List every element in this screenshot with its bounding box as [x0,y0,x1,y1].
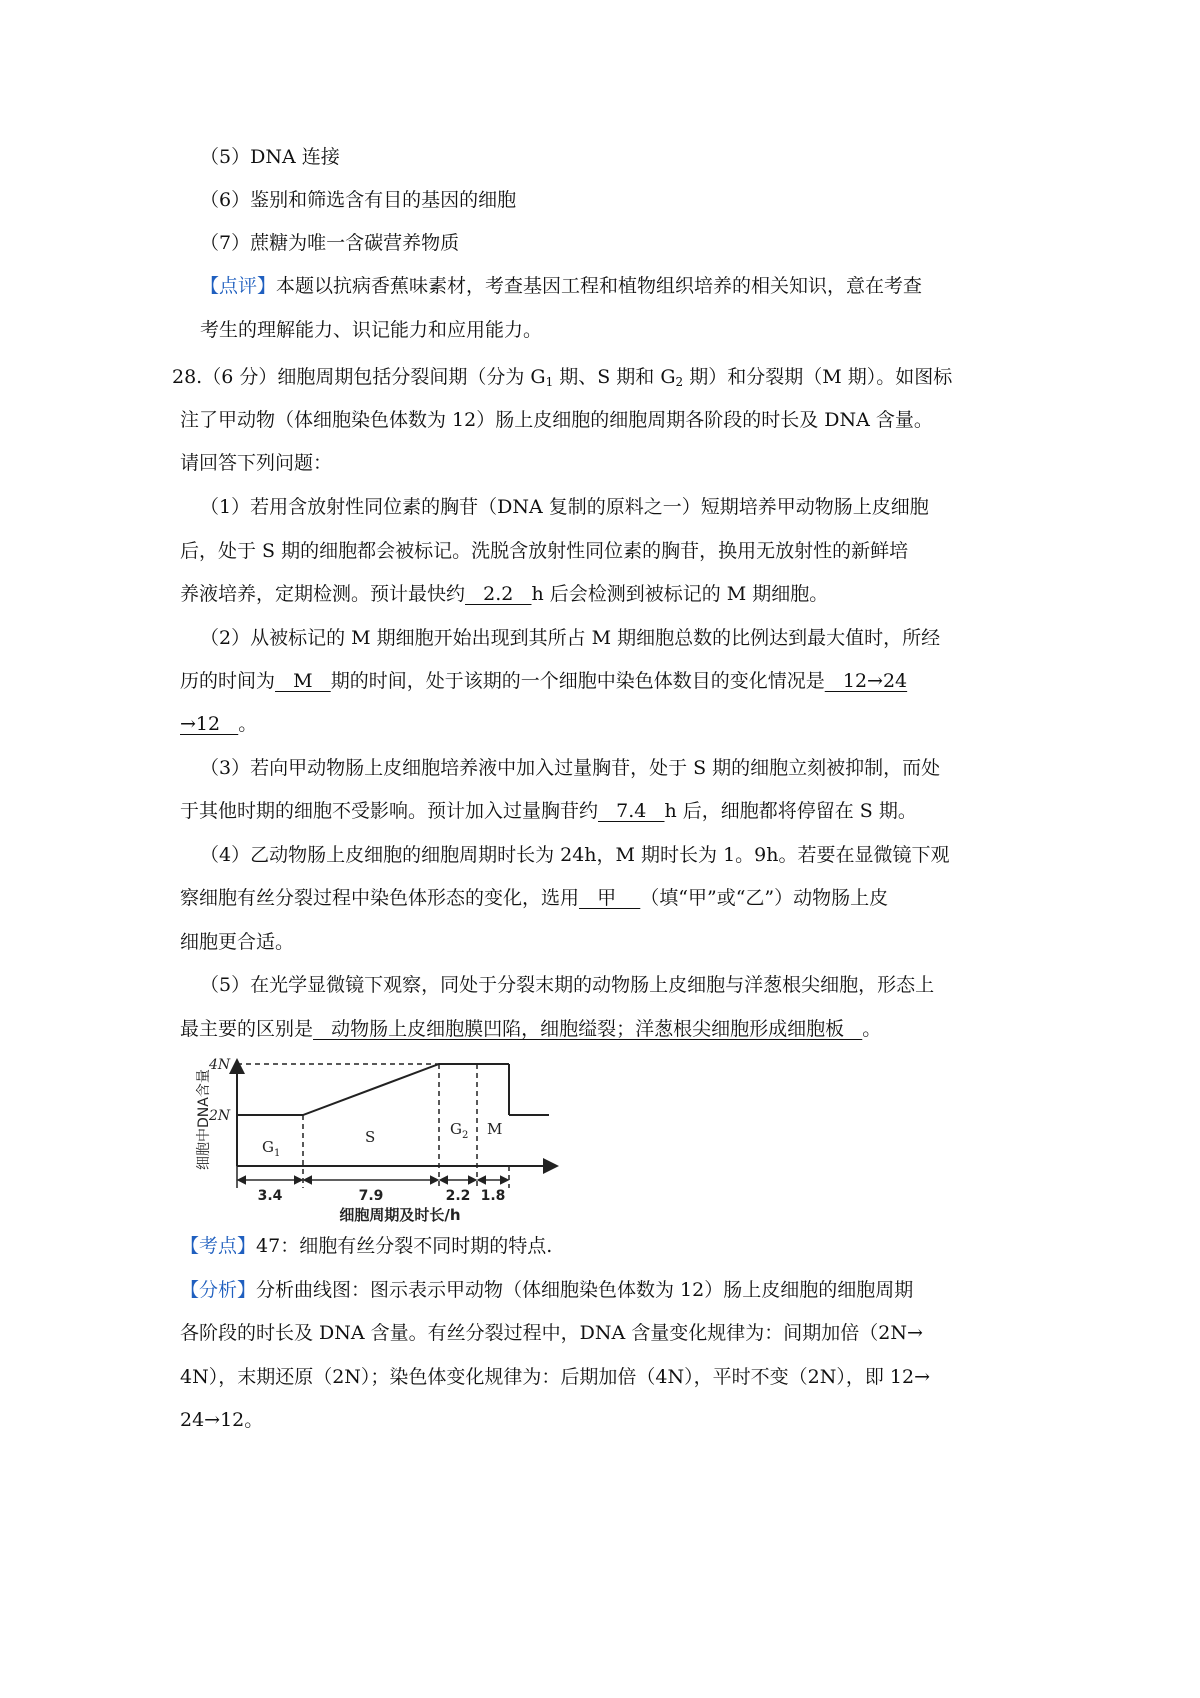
part2-text-b: 期的时间，处于该期的一个细胞中染色体数目的变化情况是 [330,670,825,692]
question-28-line-3: 请回答下列问题： [180,452,333,474]
part3-text-end: h 后，细胞都将停留在 S 期。 [664,800,917,822]
part1-answer: 2.2 [465,583,532,605]
q28-text-c: 期）和分裂期（M 期）。如图标 [683,366,953,388]
comment-line-2: 考生的理解能力、识记能力和应用能力。 [200,319,543,341]
comment-tag: 【点评】 [200,275,277,297]
part2-answer-2b: →12 [180,713,239,735]
part3-answer: 7.4 [598,800,665,822]
q28-text-b: 期、S 期和 G [553,366,676,388]
kaodian-line [180,1232,552,1260]
fenxi-line-2: 各阶段的时长及 DNA 含量。有丝分裂过程中，DNA 含量变化规律为：间期加倍（2N→ [180,1322,923,1344]
part3-text: 于其他时期的细胞不受影响。预计加入过量胸苷约 [180,800,599,822]
part5-line-1: （5）在光学显微镜下观察，同处于分裂末期的动物肠上皮细胞与洋葱根尖细胞，形态上 [200,974,935,996]
question-28-line-2: 注了甲动物（体细胞染色体数为 12）肠上皮细胞的细胞周期各阶段的时长及 DNA 含量。 [180,409,933,431]
kaodian-tag: 【考点】 [180,1235,257,1257]
kaodian-text: 47：细胞有丝分裂不同时期的特点. [256,1235,553,1257]
duration-label-2: 2.2 [445,1188,471,1204]
part4-text: 察细胞有丝分裂过程中染色体形态的变化，选用 [180,887,580,909]
x-axis-label: 细胞周期及时长/h [339,1206,461,1224]
fenxi-text: 分析曲线图：图示表示甲动物（体细胞染色体数为 12）肠上皮细胞的细胞周期 [256,1279,914,1301]
question-28-line-1 [172,363,952,396]
y-tick-2n: 2N [209,1108,231,1124]
part4-line-3: 细胞更合适。 [180,931,295,953]
comment-text: 本题以抗病香蕉味素材，考查基因工程和植物组织培养的相关知识，意在考查 [276,275,923,297]
comment-line-1 [200,272,922,300]
fenxi-tag: 【分析】 [180,1279,257,1301]
answer-7: （7）蔗糖为唯一含碳营养物质 [200,232,460,254]
answer-5: （5）DNA 连接 [200,146,340,168]
part1-text: 养液培养，定期检测。预计最快约 [180,583,466,605]
phase-label-g1: $G_1$ [262,1138,281,1159]
part5-answer: 动物肠上皮细胞膜凹陷，细胞缢裂；洋葱根尖细胞形成细胞板 [313,1018,863,1040]
part5-line-2 [180,1015,881,1043]
q28-text-a: 28.（6 分）细胞周期包括分裂间期（分为 G [172,366,546,388]
y-axis-label: 细胞中DNA含量 [196,1069,212,1170]
part4-text-end: （填“甲”或“乙”）动物肠上皮 [640,887,889,909]
part4-answer: 甲 [579,887,641,909]
cell-cycle-dna-chart [195,1048,565,1228]
part1-line-1: （1）若用含放射性同位素的胸苷（DNA 复制的原料之一）短期培养甲动物肠上皮细胞 [200,496,929,518]
part5-end: 。 [862,1018,882,1040]
phase-label-m: M [487,1120,503,1138]
part2-answer-2a: 12→24 [824,670,908,692]
part2-line-3 [180,710,257,738]
part2-line-2 [180,667,907,695]
part3-line-1: （3）若向甲动物肠上皮细胞培养液中加入过量胸苷，处于 S 期的细胞立刻被抑制，而处 [200,757,941,779]
part2-line-1: （2）从被标记的 M 期细胞开始出现到其所占 M 期细胞总数的比例达到最大值时，所经 [200,627,941,649]
part4-line-1: （4）乙动物肠上皮细胞的细胞周期时长为 24h，M 期时长为 1。9h。若要在显微镜下观 [200,844,950,866]
part5-text: 最主要的区别是 [180,1018,314,1040]
part3-line-2 [180,797,917,825]
g1-sub: 1 [545,375,554,389]
chart-marks [208,1057,555,1224]
part1-text-end: h 后会检测到被标记的 M 期细胞。 [531,583,829,605]
g2-sub: 2 [675,375,684,389]
duration-label-1: 7.9 [358,1188,384,1204]
dna-content-line [237,1064,509,1115]
fenxi-line-4: 24→12。 [180,1409,264,1431]
fenxi-line-3: 4N），末期还原（2N）；染色体变化规律为：后期加倍（4N），平时不变（2N），即 12→ [180,1366,930,1388]
part4-line-2 [180,884,888,912]
part2-text-a: 历的时间为 [180,670,276,692]
duration-label-3: 1.8 [480,1188,506,1204]
fenxi-line-1 [180,1276,913,1304]
phase-label-g2: $G_2$ [450,1120,469,1141]
duration-label-0: 3.4 [257,1188,283,1204]
part2-end: 。 [238,713,258,735]
phase-label-s: S [365,1128,376,1146]
part2-answer-1: M [275,670,331,692]
part1-line-2: 后，处于 S 期的细胞都会被标记。洗脱含放射性同位素的胸苷，换用无放射性的新鲜培 [180,540,909,562]
answer-6: （6）鉴别和筛选含有目的基因的细胞 [200,189,517,211]
part1-line-3 [180,580,828,608]
y-tick-4n: 4N [209,1057,231,1073]
